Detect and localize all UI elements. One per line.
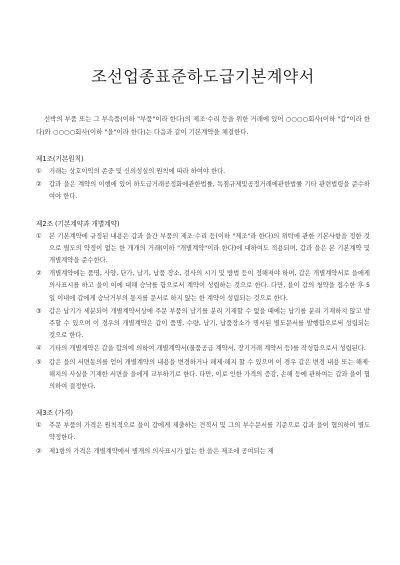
clause [36, 306, 370, 343]
document-title: 조선업종표준하도급기본계약서 [91, 67, 315, 86]
article-title: 제3조 (가격) [36, 409, 73, 418]
clause [36, 420, 370, 444]
clause-text: 기타의 개별계약은 갑을 합의에 의하여 개별계약서(물품공급 계약서, 장기거래 계약서 등)를 작성함으로서 성립된다. [49, 345, 366, 353]
clause-text: 본 기본계약에 규정된 내용은 갑과 을간 부품의 제조·수리 등(이하 "제조"라 한다)의 위탁에 관한 기본사항을 정한 것으로 별도의 약정이 없는 한 개개의 거래(이하 "개별계약"이라 한다)에 대하여도 적용되며, 갑과 을은 본 기본계약 및 개별계약을 준수한다. [49, 232, 370, 265]
clause-number: ③ [36, 307, 42, 315]
clause [36, 343, 370, 355]
clause-number: ① [36, 168, 42, 175]
article-title: 제2조 (기본계약과 개별계약) [36, 219, 120, 228]
clause-text: 제1항의 가격은 개별계약에서 별개의 의사표시가 없는 한 을은 제조에 공여되는 제 [49, 447, 274, 455]
clause-text: 갑과 을은 계약의 이행에 있어 하도급거래공정화에관한법률, 독점규제및공정거래에관한법률 기타 관련법령을 준수하여야 한다. [49, 181, 370, 201]
clause-number: ① [36, 422, 42, 430]
article-2 [36, 218, 370, 394]
clause [36, 268, 370, 305]
clause-text: 갑은 을의 서면동의를 얻어 개별계약의 내용을 변경하거나 해제·해지 할 수 있으며 이 경우 갑은 변경 내용 또는 해제·해지의 사실을 기재한 서면을 을에게 교부하기로 한다. 다만, 이로 인한 가격의 증감, 손해 등에 관하여는 갑과 을이 협의하여 결정한다. [49, 358, 370, 391]
article-1 [36, 153, 370, 204]
clause [36, 179, 370, 203]
clause-number: ① [36, 232, 42, 240]
clause-number: ② [36, 181, 42, 189]
document-intro: 선박의 부품 또는 그 부속품(이하 "부품"이라 한다)의 제조·수리 등을 위한 거래에 있어 ○○○○회사(이하 "갑"이라 한다)와 ○○○○회사(이하 "을"이라 한다)는 다음과 같이 기본계약을 체결한다. [36, 115, 370, 136]
article-3 [36, 407, 370, 458]
article-title: 제1조(기본원칙) [36, 155, 84, 163]
clause-text: 개별계약에는 품명, 사양, 단가, 납기, 납품 장소, 검사의 시기 및 방법 등이 정해져야 하며, 갑은 개별계약서로 을에게 의사표시를 하고 을이 이에 대해 승낙를 함으로서 계약이 성립하는 것으로 한다. 다만, 을이 갑의 청약을 접수한 후 5일 이내에 갑에게 승낙거부의 통지를 문서로 하지 않는 한 계약이 성립되는 것으로 한다. [49, 270, 370, 302]
clause-number: ② [36, 270, 42, 278]
clause [36, 446, 370, 458]
clause-number: ⑤ [36, 358, 42, 366]
clause [36, 231, 370, 268]
clause-number: ② [36, 447, 42, 455]
clause [36, 166, 370, 178]
clause-text: 거래는 상호이익의 존중 및 신의성실의 원칙에 따라 하여야 한다. [49, 168, 226, 175]
clause-number: ④ [36, 345, 42, 353]
clause-text: 갑은 납기가 세분되어 개별계약서상에 주문 부품의 납기를 분리 기재할 수 없을 때에는 납기를 분리 기재하지 않고 발주할 수 있으며 이 경우의 개별계약은 갑이 품명, 수량, 납기, 납품장소가 명시된 별도문서를 발행함으로써 성립되는 것으로 한다. [49, 307, 370, 340]
clause-text: 주문 부품의 가격은 원칙적으로 을이 갑에게 제출하는 견적서 및 그의 부수문서를 기준으로 갑과 을이 협의하여 별도 약정한다. [49, 422, 370, 442]
clause [36, 357, 370, 394]
